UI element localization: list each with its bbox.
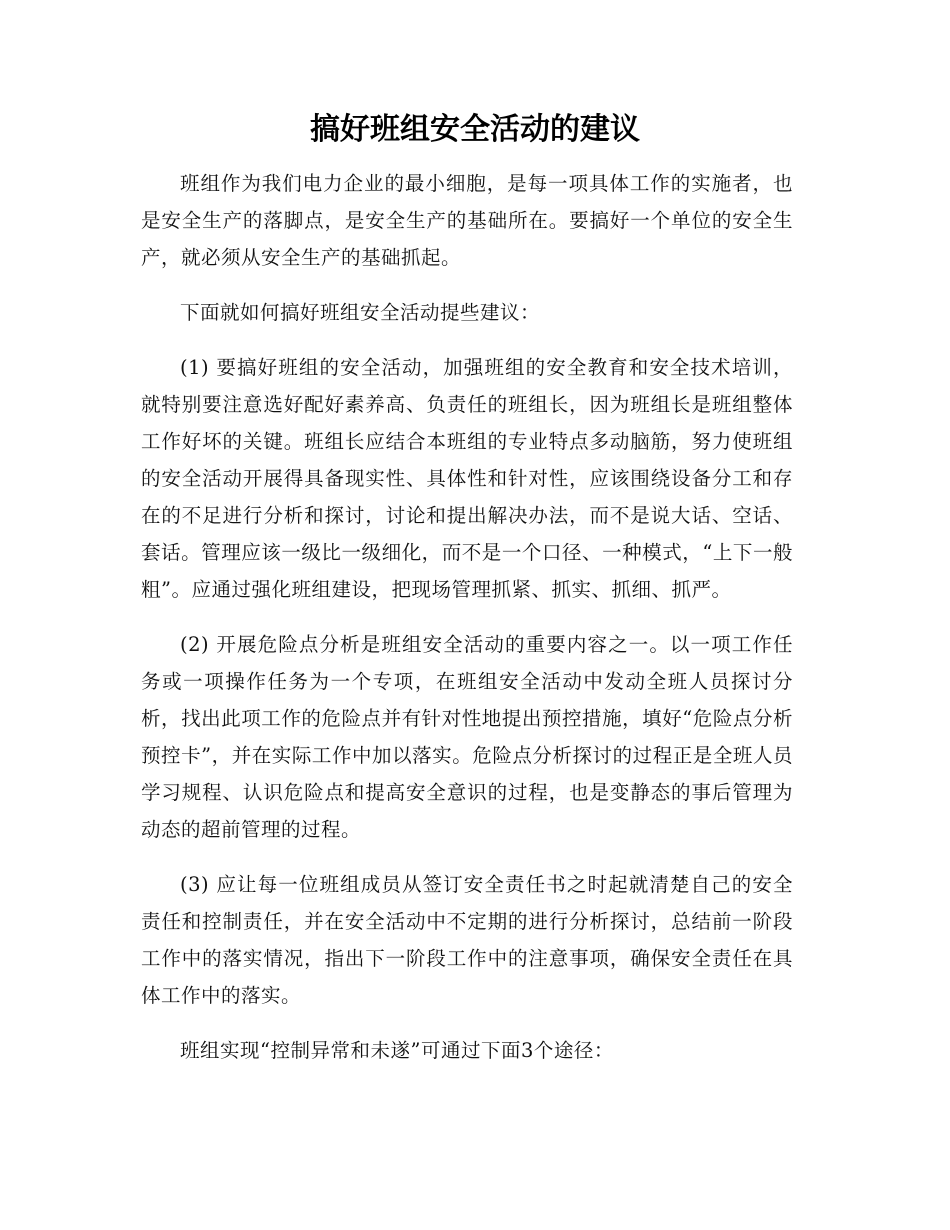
paragraph-intro: 班组作为我们电力企业的最小细胞，是每一项具体工作的实施者，也是安全生产的落脚点，是安全生产的基础所在。要搞好一个单位的安全生产，就必须从安全生产的基础抓起。 — [141, 172, 793, 269]
paragraph-lead-in: 下面就如何搞好班组安全活动提些建议： — [180, 301, 541, 324]
document-title: 搞好班组安全活动的建议 — [310, 112, 640, 147]
paragraph-point-3: (3) 应让每一位班组成员从签订安全责任书之时起就清楚自己的安全责任和控制责任，并在安全活动中不定期的进行分析探讨，总结前一阶段工作中的落实情况，指出下一阶段工作中的注意事项，确保安全责任在具体工作中的落实。 — [141, 873, 793, 1007]
paragraph-point-2: (2) 开展危险点分析是班组安全活动的重要内容之一。以一项工作任务或一项操作任务为一个专项，在班组安全活动中发动全班人员探讨分析，找出此项工作的危险点并有针对性地提出预控措施，填好“危险点分析预控卡”，并在实际工作中加以落实。危险点分析探讨的过程正是全班人员学习规程、认识危险点和提高安全意识的过程，也是变静态的事后管理为动态的超前管理的过程。 — [141, 633, 793, 841]
paragraph-closing: 班组实现“控制异常和未遂”可通过下面3个途径： — [180, 1039, 614, 1062]
paragraph-point-1: (1) 要搞好班组的安全活动，加强班组的安全教育和安全技术培训，就特别要注意选好配好素养高、负责任的班组长，因为班组长是班组整体工作好坏的关键。班组长应结合本班组的专业特点多动脑筋，努力使班组的安全活动开展得具备现实性、具体性和针对性，应该围绕设备分工和存在的不足进行分析和探讨，讨论和提出解决办法，而不是说大话、空话、套话。管理应该一级比一级细化，而不是一个口径、一种模式，“上下一般粗”。应通过强化班组建设，把现场管理抓紧、抓实、抓细、抓严。 — [141, 356, 793, 601]
document-body — [141, 165, 793, 1087]
